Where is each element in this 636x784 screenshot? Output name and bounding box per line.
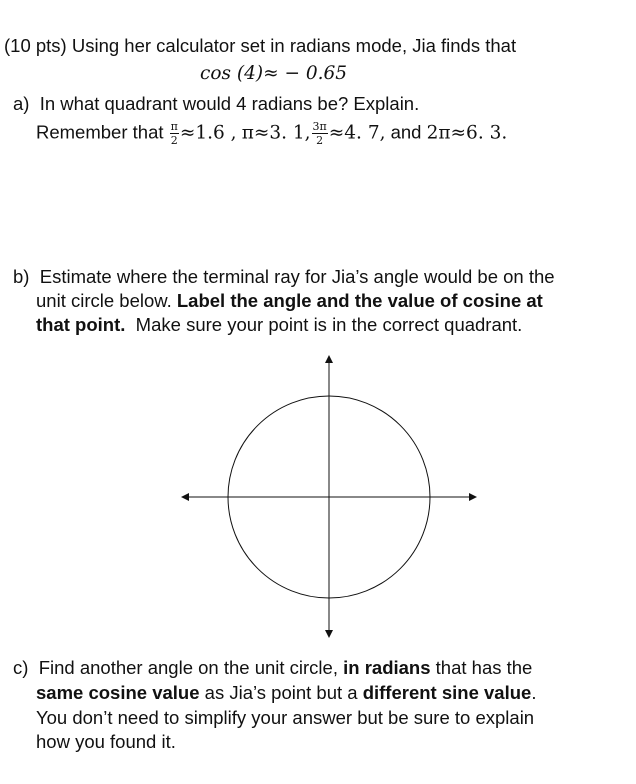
part-c-text-1: Find another angle on the unit circle, bbox=[38, 657, 344, 678]
x-axis-right-arrow bbox=[469, 493, 477, 501]
part-c-marker: c) bbox=[13, 657, 29, 678]
part-b-bold-2: Label the angle and the value of cosine at bbox=[176, 290, 543, 311]
part-a-marker: a) bbox=[13, 93, 30, 114]
part-b-marker: b) bbox=[13, 266, 30, 287]
pi-over-two-denominator: 2 bbox=[170, 134, 178, 147]
approx-pi-over-two: ≈1.6 , bbox=[179, 122, 237, 144]
part-c-line-3: You don’t need to simplify your answer but be sure to explain bbox=[36, 707, 535, 728]
part-c-bold-1: in radians bbox=[343, 657, 431, 678]
part-c-line-1 bbox=[13, 657, 532, 679]
part-c-bold-2a: same cosine value bbox=[36, 682, 200, 703]
cosine-equation: cos (4)≈ − 0.65 bbox=[200, 63, 348, 84]
part-b-bold-3: that point. bbox=[36, 314, 126, 335]
part-a-text: In what quadrant would 4 radians be? Explain. bbox=[39, 93, 420, 114]
part-b-text-3: Make sure your point is in the correct quadrant. bbox=[125, 314, 523, 335]
part-b-text-1: Estimate where the terminal ray for Jia’s angle would be on the bbox=[39, 266, 555, 287]
part-c-bold-2b: different sine value bbox=[362, 682, 532, 703]
problem-intro: (10 pts) Using her calculator set in radians mode, Jia finds that bbox=[4, 35, 517, 56]
x-axis-left-arrow bbox=[181, 493, 189, 501]
y-axis-down-arrow bbox=[325, 630, 333, 638]
part-c-text-2-end: . bbox=[531, 682, 537, 703]
part-c-text-1-end: that has the bbox=[430, 657, 533, 678]
part-c-line-2 bbox=[36, 682, 536, 704]
part-c-text-2: as Jia’s point but a bbox=[199, 682, 363, 703]
part-b-text-2: unit circle below. bbox=[36, 290, 177, 311]
three-pi-over-two-denominator: 2 bbox=[316, 134, 324, 147]
approx-two-pi: 2π≈6. 3. bbox=[426, 122, 508, 144]
pi-over-two-numerator: π bbox=[170, 120, 178, 133]
three-pi-over-two-numerator: 3π bbox=[312, 120, 327, 133]
approx-pi: π≈3. 1, bbox=[241, 122, 311, 144]
reminder-prefix: Remember that bbox=[36, 121, 164, 143]
and-word: and bbox=[390, 121, 422, 143]
y-axis-up-arrow bbox=[325, 355, 333, 363]
approx-three-pi-over-two: ≈4. 7, bbox=[328, 122, 386, 144]
part-c-line-4: how you found it. bbox=[36, 731, 176, 752]
